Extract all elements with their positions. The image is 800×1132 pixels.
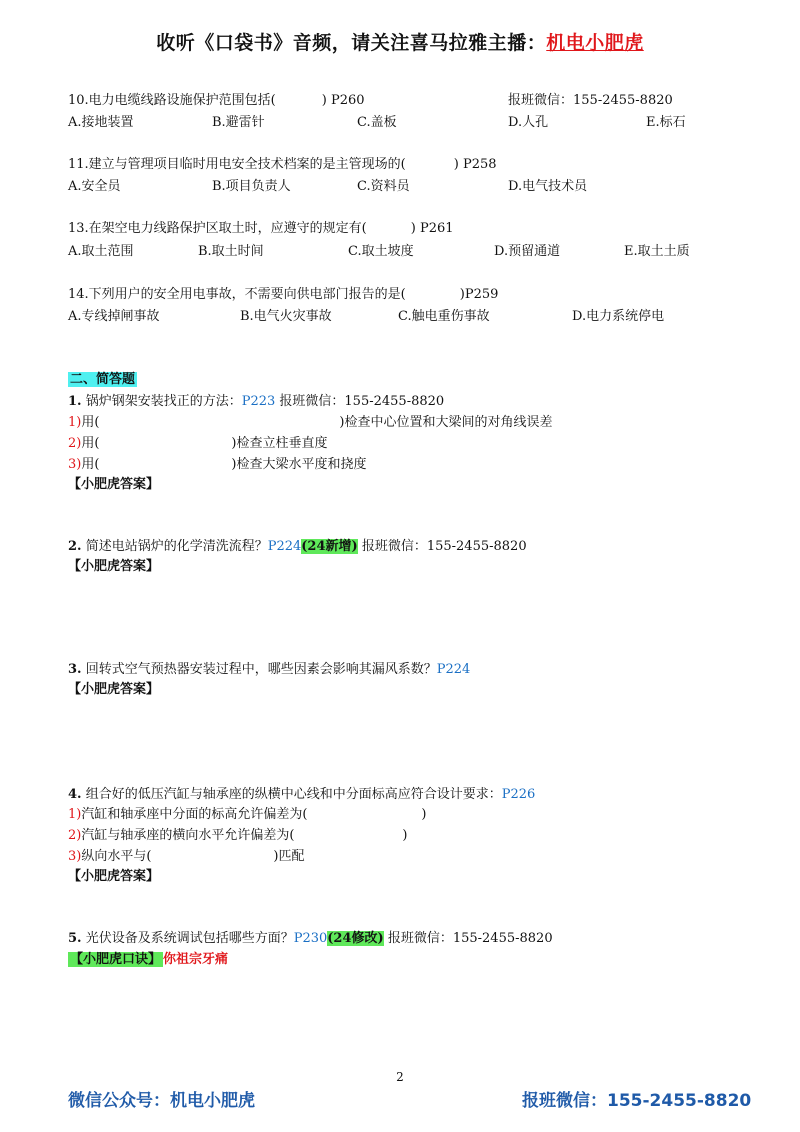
s1-item-2-num: 2) [68,436,82,451]
s5-koujue-label: 【小肥虎口诀】 [70,952,162,967]
s4-item-2 [68,827,408,845]
s1-answer-label [68,476,159,494]
q14-option-c: C.触电重伤事故 [398,309,490,324]
q13-stem: 13.在架空电力线路保护区取土时，应遵守的规定有( [68,221,367,236]
q10-option-e: E.标石 [646,115,686,130]
s1-item-3 [68,456,367,474]
q13-option-e: E.取土土质 [624,244,690,259]
s1-item-1-num: 1) [68,415,82,430]
s1-item-3-num: 3) [68,457,82,472]
s2-number: 2. [68,539,82,554]
short-question-3 [68,661,470,679]
q14-option-a: A.专线掉闸事故 [68,309,160,324]
q13-option-b: B.取土时间 [198,244,264,259]
s3-answer-label-text: 【小肥虎答案】 [68,682,160,697]
s1-text: 锅炉钢架安装找正的方法： [81,394,242,409]
q11-option-d: D.电气技术员 [508,179,588,194]
q10-option-a: A.接地装置 [68,115,134,130]
s1-item-3-pre: 用( [81,457,100,472]
s5-koujue [68,951,228,969]
s2-text: 简述电站锅炉的化学清洗流程？ [81,539,268,554]
s1-item-2 [68,435,328,453]
s3-number: 3. [68,662,82,677]
s2-page-ref: P224 [267,539,302,554]
q14-stem: 14.下列用户的安全用电事故，不需要向供电部门报告的是( [68,287,406,302]
q14-option-b: B.电气火灾事故 [240,309,332,324]
s4-text: 组合好的低压汽缸与轴承座的纵横中心线和中分面标高应符合设计要求： [81,787,502,802]
short-question-5 [68,930,553,948]
s4-page-ref: P226 [501,787,536,802]
s1-wechat: 报班微信：155-2455-8820 [275,394,445,409]
short-question-4 [68,786,535,804]
q13-option-c: C.取土坡度 [348,244,414,259]
s4-answer-label [68,868,159,886]
s4-item-2-num: 2) [68,828,82,843]
s4-item-1 [68,806,427,824]
page-number: 2 [396,1070,404,1084]
s2-answer-label-text: 【小肥虎答案】 [68,559,160,574]
q11-tail: ) P258 [453,157,497,172]
s1-item-1 [68,414,553,432]
s5-text: 光伏设备及系统调试包括哪些方面？ [81,931,294,946]
s1-item-1-pre: 用( [81,415,100,430]
q13-tail: ) P261 [410,221,454,236]
s5-wechat: 报班微信：155-2455-8820 [383,931,553,946]
q11-option-b: B.项目负责人 [212,179,291,194]
s4-item-1-pre: 汽缸和轴承座中分面的标高允许偏差为( [81,807,308,822]
s3-answer-label [68,681,159,699]
s3-text: 回转式空气预热器安装过程中，哪些因素会影响其漏风系数？ [81,662,437,677]
s1-item-2-post: )检查立柱垂直度 [231,436,328,451]
s4-item-2-pre: 汽缸与轴承座的横向水平允许偏差为( [81,828,295,843]
s1-item-1-post: )检查中心位置和大梁间的对角线误差 [339,415,553,430]
q13-option-a: A.取土范围 [68,244,134,259]
s4-item-1-post: ) [421,807,427,822]
s3-page-ref: P224 [436,662,471,677]
s4-number: 4. [68,787,82,802]
s5-page-ref: P230 [293,931,328,946]
header-prefix: 收听《口袋书》音频，请关注喜马拉雅主播： [156,32,547,54]
question-11 [68,156,497,174]
s1-number: 1. [68,394,82,409]
s2-answer-label [68,558,159,576]
s4-item-3-pre: 纵向水平与( [81,849,152,864]
s4-item-2-post: ) [402,828,408,843]
q10-tail: ) P260 [321,93,365,108]
page-header [0,28,800,55]
s1-page-ref: P223 [241,394,276,409]
q11-stem: 11.建立与管理项目临时用电安全技术档案的是主管现场的( [68,157,406,172]
s4-item-3-post: )匹配 [273,849,305,864]
s4-item-3 [68,848,305,866]
q10-option-b: B.避雷针 [212,115,265,130]
s5-number: 5. [68,931,82,946]
q11-option-a: A.安全员 [68,179,121,194]
footer-wechat: 报班微信：155-2455-8820 [522,1091,752,1111]
s1-item-2-pre: 用( [81,436,100,451]
s5-tag: (24修改) [327,931,384,946]
header-host-link[interactable]: 机电小肥虎 [546,32,644,54]
q10-wechat: 报班微信：155-2455-8820 [508,93,673,108]
q14-tail: )P259 [459,287,499,302]
footer-official-account: 微信公众号：机电小肥虎 [68,1091,255,1111]
s2-tag: (24新增) [301,539,358,554]
q10-stem: 10.电力电缆线路设施保护范围包括( [68,93,276,108]
q11-option-c: C.资料员 [357,179,410,194]
q13-option-d: D.预留通道 [494,244,561,259]
question-14 [68,286,498,304]
short-question-1 [68,393,444,411]
s1-answer-label-text: 【小肥虎答案】 [68,477,160,492]
question-13 [68,220,454,238]
s4-answer-label-text: 【小肥虎答案】 [68,869,160,884]
s1-item-3-post: )检查大梁水平度和挠度 [231,457,367,472]
s4-item-1-num: 1) [68,807,82,822]
short-question-2 [68,538,527,556]
s2-wechat: 报班微信：155-2455-8820 [357,539,527,554]
question-10 [68,92,365,110]
q10-option-c: C.盖板 [357,115,397,130]
section-title-text: 二、简答题 [70,372,136,387]
q14-option-d: D.电力系统停电 [572,309,665,324]
s4-item-3-num: 3) [68,849,82,864]
q10-option-d: D.人孔 [508,115,549,130]
section-title [68,371,137,389]
s5-koujue-text: 你祖宗牙痛 [163,952,229,967]
